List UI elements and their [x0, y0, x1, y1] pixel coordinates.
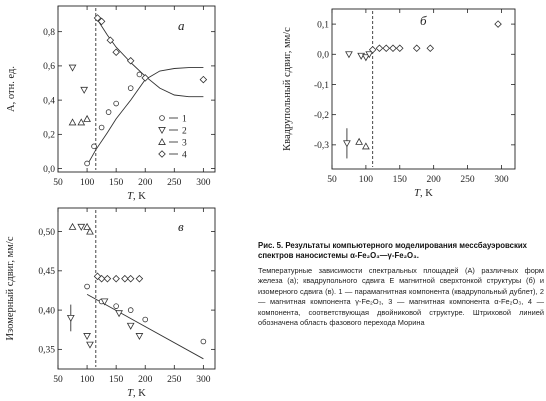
data-point-series-4 [414, 45, 420, 51]
y-tick-label: -0,2 [313, 110, 329, 121]
data-point-series-2 [81, 87, 87, 93]
data-point-series-1 [128, 308, 133, 313]
data-point-series-1 [106, 110, 111, 115]
data-point-series-3 [356, 139, 362, 145]
data-point-series-2 [346, 52, 352, 58]
data-point-series-2 [78, 224, 84, 230]
data-point-series-1 [85, 161, 90, 166]
x-tick-label: 250 [460, 175, 475, 185]
plot-frame [58, 208, 215, 369]
x-tick-label: 50 [327, 175, 337, 185]
data-point-series-4 [142, 75, 148, 81]
data-point-series-2 [69, 65, 75, 71]
y-tick-label: 0,35 [38, 345, 55, 356]
x-tick-label: 200 [426, 175, 441, 185]
data-point-series-2 [127, 323, 133, 329]
y-tick-label: 0,45 [38, 267, 55, 278]
data-point-series-1 [114, 101, 119, 106]
data-point-series-1 [99, 125, 104, 130]
fit-line-4-fit [98, 20, 204, 97]
x-tick-label: 100 [79, 375, 95, 385]
y-axis-label: A, отн. ед. [6, 66, 17, 112]
x-tick-label: 50 [53, 178, 63, 188]
legend-marker-1 [160, 116, 165, 121]
caption-body: Температурные зависимости спектральных площадей (A) различных форм железа (а); квадрупольного сдвига E магнитной сверхтонкой структуры (б) и изомерного сдвига (в). 1 — парамагнитная компонента (квадрупольный дублет), 2 — магнитная компонента γ-Fe₂O₃, 3 — магнитная компонента α-Fe₂O₃, 4 — компонента, соответствующая двойниковой структуре. Штриховой линией обозначена область фазового перехода Морина [258, 266, 544, 328]
y-tick-label: 0,0 [317, 50, 329, 61]
data-point-series-4 [104, 275, 110, 281]
data-point-series-2 [84, 333, 90, 339]
caption-title: Рис. 5. Результаты компьютерного моделирования мессбауэровских спектров наносистемы α-Fe₂O₃—γ-Fe₂O₃. [258, 241, 527, 260]
data-point-series-1 [92, 144, 97, 149]
data-point-series-1 [128, 86, 133, 91]
x-tick-label: 300 [494, 175, 509, 185]
panel-label: б [420, 13, 427, 28]
data-point-series-4 [200, 76, 206, 82]
y-tick-label: 0,40 [38, 306, 55, 317]
x-tick-label: 200 [138, 375, 153, 385]
y-tick-label: 0,6 [43, 62, 55, 73]
y-axis-label: Изомерный сдвиг, мм/с [5, 236, 16, 341]
x-tick-label: 250 [167, 375, 182, 385]
data-point-series-1 [137, 72, 142, 77]
data-point-series-4 [136, 275, 142, 281]
x-axis-label: T, K [127, 388, 146, 399]
data-point-series-2 [87, 342, 93, 348]
x-tick-label: 250 [167, 178, 182, 188]
data-point-series-4 [383, 45, 389, 51]
data-point-series-4 [390, 45, 396, 51]
y-tick-label: 0,8 [43, 27, 55, 38]
data-point-series-1 [85, 284, 90, 289]
legend-label-2: 2 [182, 126, 187, 137]
data-point-series-4 [376, 45, 382, 51]
legend-marker-2 [159, 127, 165, 133]
legend-label-3: 3 [182, 138, 187, 149]
figure-caption [258, 241, 544, 328]
x-tick-label: 200 [138, 178, 153, 188]
data-point-series-3 [69, 119, 75, 125]
x-tick-label: 150 [109, 375, 124, 385]
legend-marker-3 [159, 139, 165, 145]
chart-panel-a [6, 6, 215, 202]
data-point-series-4 [127, 275, 133, 281]
data-point-series-3 [78, 119, 84, 125]
data-point-series-3 [84, 116, 90, 122]
data-point-series-3 [363, 143, 369, 149]
y-tick-label: 0,4 [43, 96, 55, 107]
data-point-series-2 [136, 333, 142, 339]
y-tick-label: -0,1 [313, 80, 329, 91]
chart-panel-c [5, 208, 215, 399]
x-tick-label: 150 [392, 175, 407, 185]
data-point-series-4 [427, 45, 433, 51]
x-tick-label: 150 [109, 178, 124, 188]
y-tick-label: 0,0 [43, 164, 55, 175]
legend-label-4: 4 [182, 150, 187, 161]
x-axis-label: T, K [127, 191, 146, 202]
data-point-series-4 [113, 275, 119, 281]
x-axis-label: T, K [414, 188, 433, 199]
data-point-series-4 [127, 58, 133, 64]
legend-marker-4 [159, 151, 165, 157]
legend-label-1: 1 [182, 114, 187, 125]
y-tick-label: 0,1 [317, 20, 329, 31]
chart-panel-b [282, 9, 515, 199]
x-tick-label: 50 [53, 375, 63, 385]
x-tick-label: 100 [79, 178, 95, 188]
x-tick-label: 300 [196, 375, 211, 385]
data-point-series-3 [84, 224, 90, 230]
y-tick-label: 0,2 [43, 130, 55, 141]
data-point-series-1 [114, 304, 119, 309]
panel-label: в [178, 219, 184, 234]
x-tick-label: 300 [196, 178, 211, 188]
x-tick-label: 100 [358, 175, 374, 185]
data-point-series-4 [495, 21, 501, 27]
data-point-series-3 [69, 224, 75, 230]
y-tick-label: 0,50 [38, 227, 55, 238]
data-point-series-1 [143, 317, 148, 322]
plot-frame [332, 9, 515, 169]
error-bar-marker [344, 141, 350, 147]
data-point-series-1 [201, 339, 206, 344]
panel-label: а [178, 18, 185, 33]
y-axis-label: Квадрупольный сдвиг, мм/с [282, 27, 293, 151]
error-bar-marker [68, 315, 74, 321]
data-point-series-4 [397, 45, 403, 51]
y-tick-label: -0,3 [313, 141, 329, 152]
